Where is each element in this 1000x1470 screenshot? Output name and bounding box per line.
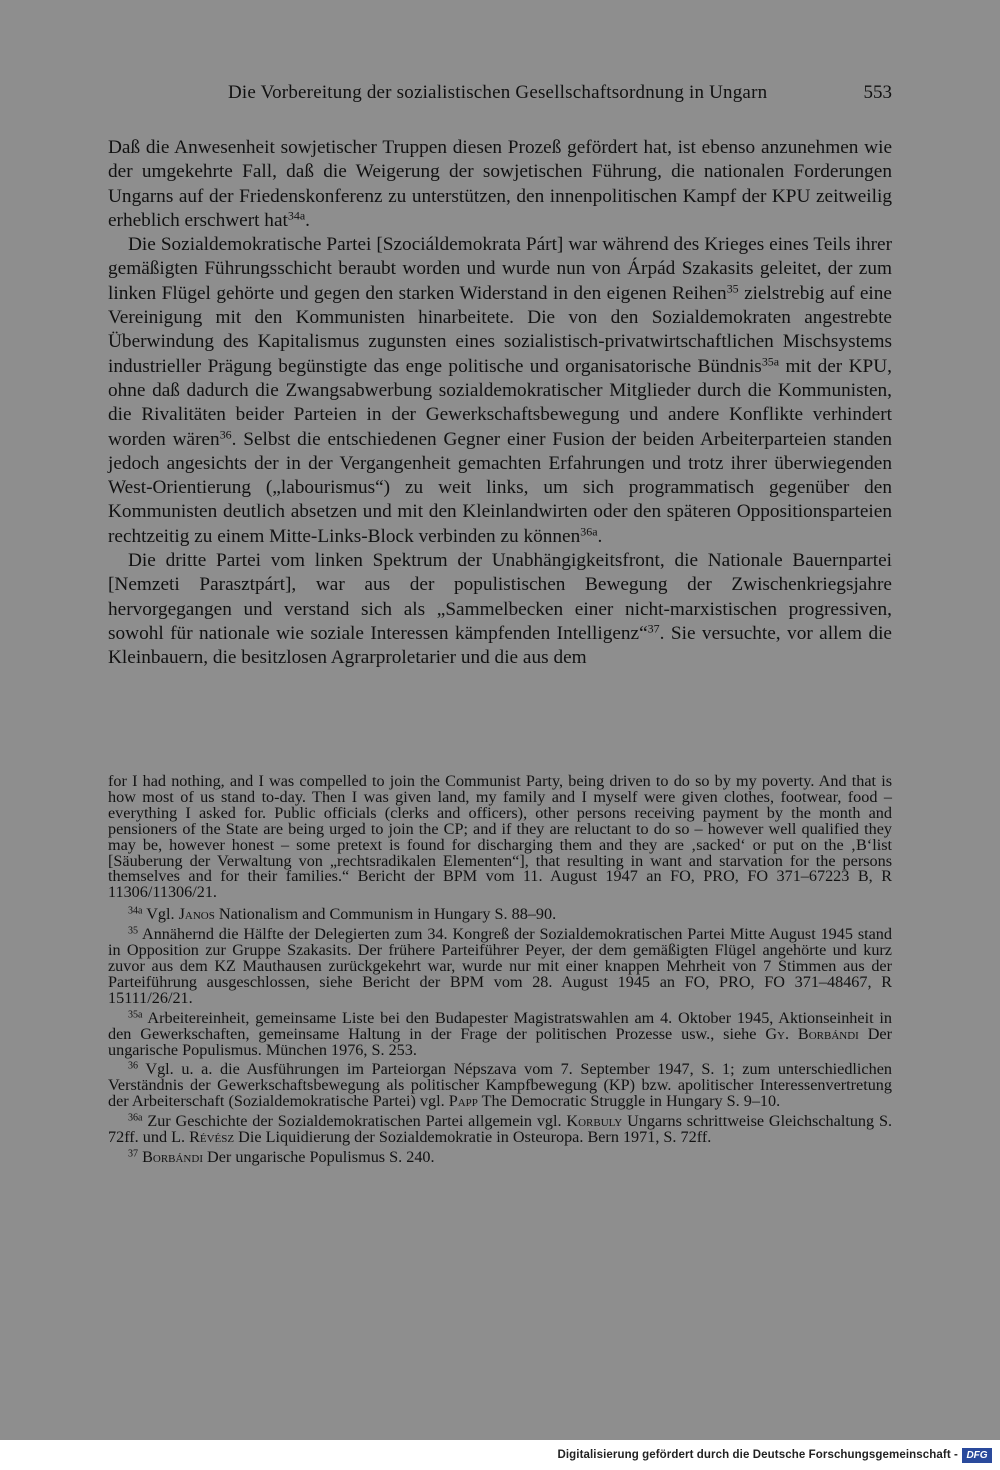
footnote-continuation: for I had nothing, and I was compelled to join the Communist Party, being driven to do so by my poverty. And that is how most of us stand to-day. Then I was given land, my family and I myself were given clothes, footwear, food – everything I asked for. Public officials (clerks and officers), other persons receiving payment by the month and pensioners of the State are being urged to join the CP; and if they are reluctant to do so – however well qualified they may be, however honest – some pretext is found for discharging them and they are ‚sacked‘ or put on the ‚B‘list [Säuberung der Verwaltung von „rechtsradikalen Elementen“], that resulting in want and starvation for the persons themselves and for their families.“ Bericht der BPM vom 11. August 1947 an FO, PRO, FO 371–67223 B, R 11306/11306/21.: [108, 772, 892, 902]
main-text: [108, 136, 892, 671]
footnote-ref-34a: 34a: [287, 208, 306, 223]
footnote-34a: $^{34a}$ Vgl. Janos Nationalism and Communism in Hungary S. 88–90.: [128, 905, 557, 924]
footnote-35: $^{35}$ Annähernd die Hälfte der Delegierten zum 34. Kongreß der Sozialdemokratischen Partei Mitte August 1945 stand in Opposition zur Gruppe Szakasits. Der frühere Parteiführer Peyer, der dem gemäßigten Flügel angehörte und kurz zuvor aus dem KZ Mauthausen zurückgekehrt war, wurde nur mit einer knappen Mehrheit von 7 Stimmen aus der Parteiführung ausgeschlossen, siehe Bericht der BPM vom 28. August 1945 an FO, PRO, FO 371–48467, R 15111/26/21.: [108, 925, 892, 1007]
running-header: [108, 82, 892, 110]
footnote-35a: $^{35a}$ Arbeitereinheit, gemeinsame Liste bei den Budapester Magistratswahlen am 4. Oktober 1945, Aktionseinheit in den Gewerkschaften, gemeinsame Haltung in der Frage der politischen Prozesse usw., siehe Gy. Borbándi Der ungarische Populismus. München 1976, S. 253.: [108, 1008, 892, 1059]
footnotes: [108, 774, 892, 1170]
footnote-ref-35: 35: [726, 281, 739, 296]
paragraph-2: Die Sozialdemokratische Partei [Szociáldemokrata Párt] war während des Krieges eines Teils ihrer gemäßigten Führungsschicht beraubt worden und wurde nun von Árpád Szakasits geleitet, der zum linken Flügel gehörte und gegen den starken Widerstand in den eigenen Reihen$^{35}$ zielstrebig auf eine Vereinigung mit den Kommunisten hinarbeitete. Die von den Sozialdemokraten angestrebte Überwindung des Kapitalismus zugunsten eines sozialistisch-privatwirtschaftlichen Mischsystems industrieller Prägung begünstigte das enge politische und organisatorische Bündnis$^{35a}$ mit der KPU, ohne daß dadurch die Zwangsabwerbung sozialdemokratischer Mitglieder durch die Kommunisten, die Rivalitäten beider Parteien in der Gewerkschaftsbewegung und andere Konflikte verhindert worden wären$^{36}$. Selbst die entschiedenen Gegner einer Fusion der beiden Arbeiterparteien standen jedoch angesichts der in der Vergangenheit gemachten Erfahrungen und trotz ihrer überwiegenden West-Orientierung („labourismus“) zu weit links, um sich programmatisch gegenüber den Kommunisten deutlich absetzen und mit den Kleinlandwirten oder den späteren Oppositionsparteien rechtzeitig zu einem Mitte-Links-Block verbinden zu können$^{36a}$.: [108, 234, 893, 547]
footnote-ref-35a: 35a: [761, 354, 780, 369]
footnote-36a: $^{36a}$ Zur Geschichte der Sozialdemokratischen Partei allgemein vgl. Korbuly Ungarns schrittweise Gleichschaltung S. 72ff. und L. Révész Die Liquidierung der Sozialdemokratie in Osteuropa. Bern 1971, S. 72ff.: [108, 1112, 892, 1147]
footnote-36: $^{36}$ Vgl. u. a. die Ausführungen im Parteiorgan Népszava vom 7. September 1947, S. 1; zum unterschiedlichen Verständnis der Gewerkschaftsbewegung als politischer Kampfbewegung (KP) bzw. apolitischer Interessenvertretung der Arbeiterschaft (Sozialdemokratische Partei) vgl. Papp The Democratic Struggle in Hungary S. 9–10.: [108, 1060, 892, 1111]
digitization-footer: [0, 1440, 1000, 1470]
footnote-ref-36a: 36a: [580, 524, 598, 539]
running-title: Die Vorbereitung der sozialistischen Gesellschaftsordnung in Ungarn: [228, 82, 768, 103]
dfg-credit-text: Digitalisierung gefördert durch die Deutsche Forschungsgemeinschaft -: [557, 1449, 958, 1461]
paragraph-3: Die dritte Partei vom linken Spektrum der Unabhängigkeitsfront, die Nationale Bauernpartei [Nemzeti Parasztpárt], war aus der populistischen Bewegung der Zwischenkriegsjahre hervorgegangen und verstand sich als „Sammelbecken einer nicht-marxistischen progressiven, sowohl für nationale wie soziale Interessen kämpfenden Intelligenz“$^{37}$. Sie versuchte, vor allem die Kleinbauern, die besitzlosen Agrarproletarier und die aus dem: [108, 550, 892, 669]
footnote-37: $^{37}$ Borbándi Der ungarische Populismus S. 240.: [128, 1147, 435, 1166]
footnote-ref-37: 37: [647, 621, 660, 636]
footnote-ref-36: 36: [219, 426, 232, 441]
paragraph-1: Daß die Anwesenheit sowjetischer Truppen diesen Prozeß gefördert hat, ist ebenso anzunehmen wie der umgekehrte Fall, daß die Weigerung der sowjetischen Führung, die nationalen Forderungen Ungarns auf der Friedenskonferenz zu unterstützen, den innenpolitischen Kampf der KPU zeitweilig erheblich erschwert hat$^{34a}$.: [108, 137, 892, 231]
page-number: 553: [863, 82, 892, 103]
dfg-logo-icon: DFG: [962, 1448, 992, 1463]
